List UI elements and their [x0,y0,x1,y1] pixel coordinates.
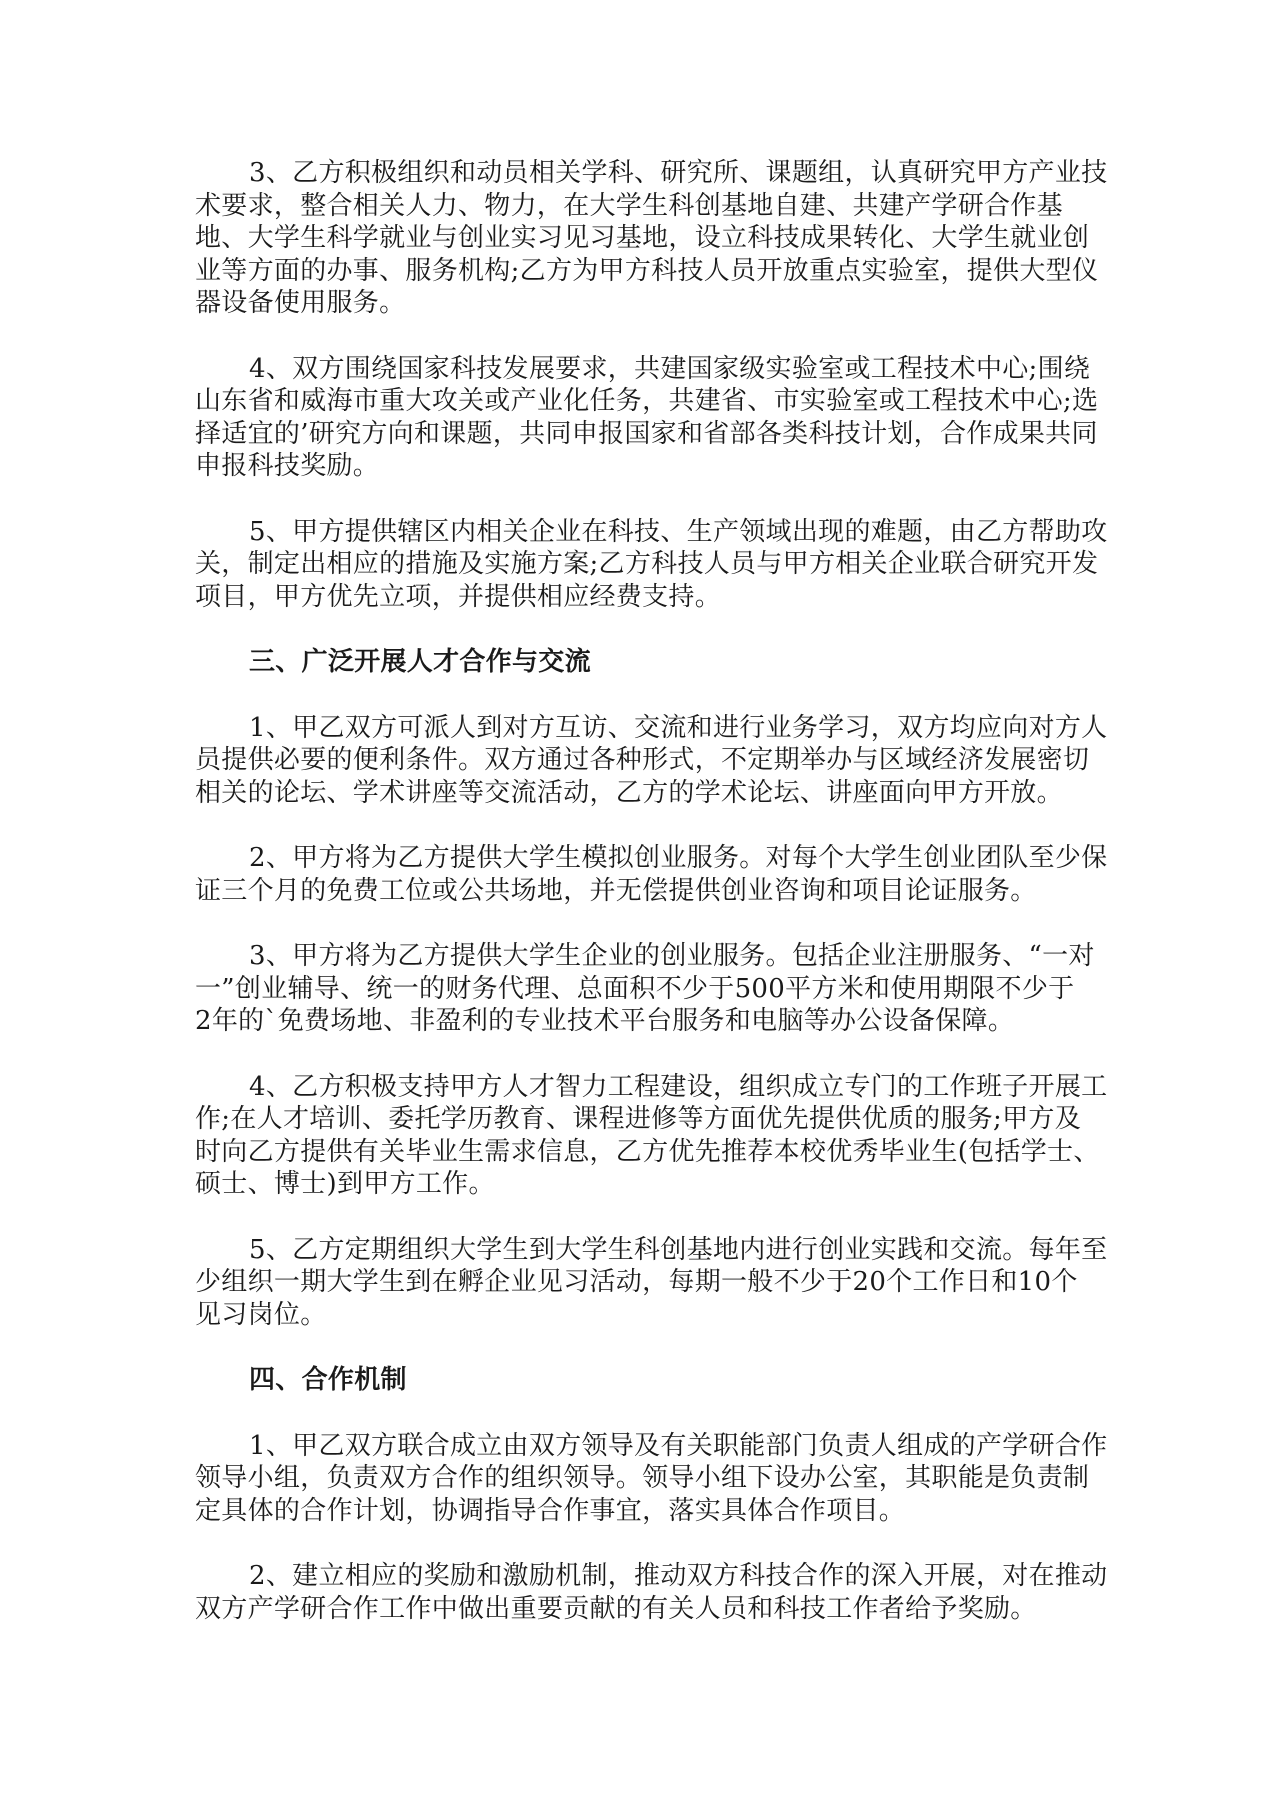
paragraph [195,842,1108,907]
text-line: 双方产学研合作工作中做出重要贡献的有关人员和科技工作者给予奖励。 [195,1593,1037,1624]
text-line: 少组织一期大学生到在孵企业见习活动，每期一般不少于20个工作日和10个 [195,1267,1078,1297]
paragraph [195,1560,1108,1625]
text-line: 定具体的合作计划，协调指导合作事宜，落实具体合作项目。 [195,1495,906,1526]
text-line: 3、甲方将为乙方提供大学生企业的创业服务。包括企业注册服务、“一对 [249,941,1095,971]
paragraph [195,353,1099,483]
text-line: 器设备使用服务。 [195,288,406,318]
paragraph [195,157,1108,320]
text-line: 员提供必要的便利条件。双方通过各种形式，不定期举办与区域经济发展密切 [195,745,1090,775]
text-line: 一”创业辅导、统一的财务代理、总面积不少于500平方米和使用期限不少于 [195,973,1075,1004]
text-line: 四、合作机制 [249,1365,407,1395]
text-line: 作;在人才培训、委托学历教育、课程进修等方面优先提供优质的服务;甲方及 [195,1104,1082,1134]
text-line: 业等方面的办事、服务机构;乙方为甲方科技人员开放重点实验室，提供大型仪 [195,255,1099,286]
text-line: 1、甲乙双方联合成立由双方领导及有关职能部门负责人组成的产学研合作 [249,1430,1108,1461]
text-line: 山东省和威海市重大攻关或产业化任务，共建省、市实验室或工程技术中心;选 [195,386,1099,416]
paragraph [195,516,1108,614]
text-line: 地、大学生科学就业与创业实习见习基地，设立科技成果转化、大学生就业创 [195,223,1090,253]
paragraph [195,1071,1108,1201]
text-line: 硕士、博士)到甲方工作。 [195,1169,495,1199]
text-line: 5、甲方提供辖区内相关企业在科技、生产领域出现的难题，由乙方帮助攻 [249,516,1108,547]
text-line: 项目，甲方优先立项，并提供相应经费支持。 [195,581,722,612]
text-line: 领导小组，负责双方合作的组织领导。领导小组下设办公室，其职能是负责制 [195,1463,1090,1493]
paragraph [195,712,1108,810]
text-line: 申报科技奖励。 [195,451,380,481]
text-line: 2年的`免费场地、非盈利的专业技术平台服务和电脑等办公设备保障。 [195,1006,1015,1036]
text-line: 术要求，整合相关人力、物力，在大学生科创基地自建、共建产学研合作基 [195,190,1063,221]
text-line: 1、甲乙双方可派人到对方互访、交流和进行业务学习，双方均应向对方人 [249,712,1108,743]
text-line: 关，制定出相应的措施及实施方案;乙方科技人员与甲方相关企业联合研究开发 [195,549,1099,579]
text-line: 证三个月的免费工位或公共场地，并无偿提供创业咨询和项目论证服务。 [195,875,1037,906]
text-line: 5、乙方定期组织大学生到大学生科创基地内进行创业实践和交流。每年至 [249,1234,1108,1265]
document-page [195,157,1108,1658]
paragraph [195,940,1095,1038]
text-line: 2、建立相应的奖励和激励机制，推动双方科技合作的深入开展，对在推动 [249,1561,1108,1591]
text-line: 三、广泛开展人才合作与交流 [249,647,591,677]
text-line: 2、甲方将为乙方提供大学生模拟创业服务。对每个大学生创业团队至少保 [249,843,1108,873]
paragraph [195,1234,1108,1332]
text-line: 择适宜的’研究方向和课题，共同申报国家和省部各类科技计划，合作成果共同 [195,418,1098,449]
text-line: 4、双方围绕国家科技发展要求，共建国家级实验室或工程技术中心;围绕 [249,353,1091,384]
paragraph [195,1430,1108,1528]
text-line: 4、乙方积极支持甲方人才智力工程建设，组织成立专门的工作班子开展工 [249,1071,1108,1102]
text-line: 3、乙方积极组织和动员相关学科、研究所、课题组，认真研究甲方产业技 [249,158,1108,188]
text-line: 相关的论坛、学术讲座等交流活动，乙方的学术论坛、讲座面向甲方开放。 [195,777,1063,808]
section-heading [195,1364,1095,1397]
text-line: 时向乙方提供有关毕业生需求信息，乙方优先推荐本校优秀毕业生(包括学士、 [195,1136,1100,1167]
section-heading [195,646,1095,679]
text-line: 见习岗位。 [195,1299,327,1330]
